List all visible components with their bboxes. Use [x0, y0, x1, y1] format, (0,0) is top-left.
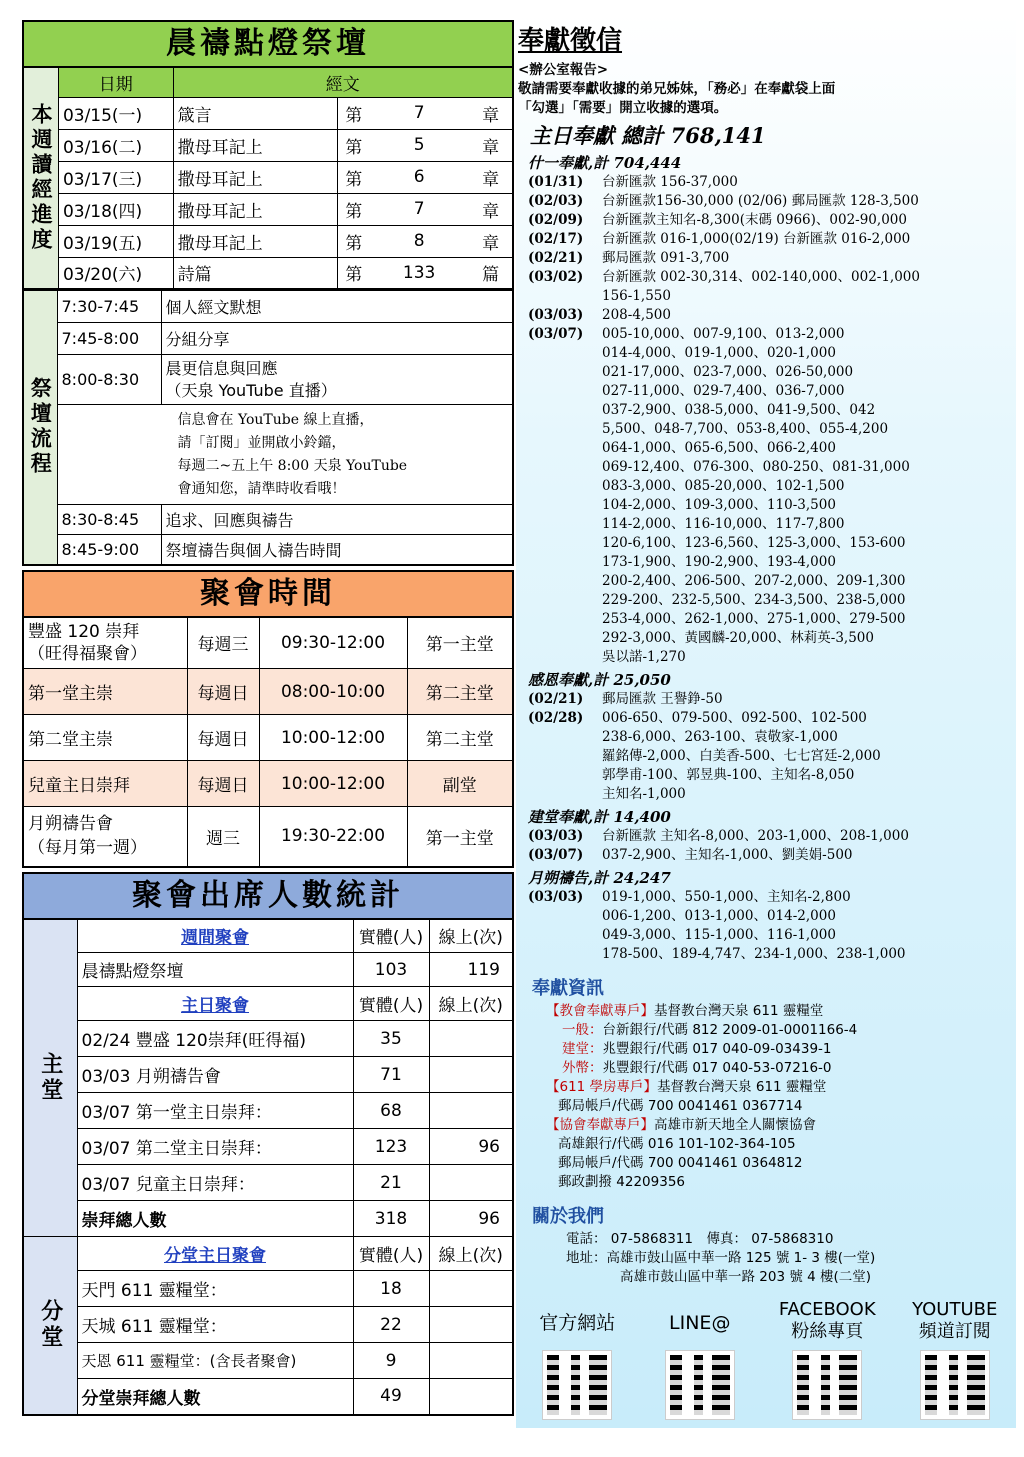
main-total-phys: 318 — [353, 1201, 429, 1237]
reading-post: 篇 — [469, 257, 513, 289]
meeting-row — [23, 669, 513, 715]
meeting-day: 每週日 — [187, 715, 259, 761]
entry-date: (02/28) — [528, 710, 584, 726]
entry-date: (03/03) — [528, 828, 584, 844]
altar-title: 晨禱點燈祭壇 — [22, 20, 514, 66]
qr-code-icon — [666, 1351, 734, 1419]
meeting-time: 10:00-12:00 — [259, 715, 407, 761]
about-head: 關於我們 — [532, 1206, 604, 1227]
info-line — [546, 1154, 1016, 1173]
att-phys: 21 — [353, 1165, 429, 1201]
info-text: 郵政劃撥 42209356 — [558, 1174, 686, 1190]
meeting-time: 08:00-10:00 — [259, 669, 407, 715]
meeting-name: 兒童主日崇拜 — [23, 761, 187, 807]
reading-num: 133 — [369, 257, 469, 289]
info-line — [546, 1078, 1016, 1097]
reading-book: 詩篇 — [173, 257, 338, 289]
info-line — [546, 1021, 1016, 1040]
flow-item: 追求、回應與禱告 — [161, 505, 513, 535]
offering-info-head: 奉獻資訊 — [532, 978, 604, 999]
flow-row — [23, 505, 513, 535]
reading-book: 撒母耳記上 — [173, 161, 338, 193]
reading-post: 章 — [469, 161, 513, 193]
main-hall-label: 主堂 — [23, 919, 77, 1237]
meeting-place: 副堂 — [407, 761, 513, 807]
head-text: 經文 — [173, 67, 513, 97]
reading-book: 撒母耳記上 — [173, 129, 338, 161]
info-text: 高雄市新天地全人關懷協會 — [654, 1117, 816, 1133]
reading-post: 章 — [469, 193, 513, 225]
entry-date: (02/21) — [528, 250, 584, 266]
reading-row — [23, 225, 513, 257]
reading-table — [22, 66, 514, 290]
sunday-head[interactable]: 主日聚會 — [77, 987, 353, 1021]
thanks-head: 感恩奉獻,計 25,050 — [528, 671, 671, 689]
branch-label: 分堂 — [23, 1237, 77, 1415]
offering-title: 奉獻徵信 — [518, 26, 623, 56]
reading-pre: 第 — [338, 257, 369, 289]
flow-item: 分組分享 — [161, 323, 513, 355]
meeting-name: 月朔禱告會 （每月第一週） — [23, 807, 187, 867]
info-line — [546, 1059, 1016, 1078]
entry-date: (02/09) — [528, 212, 584, 228]
build-head: 建堂奉獻,計 14,400 — [528, 808, 671, 826]
info-red: 【611 學房專戶】 — [546, 1079, 658, 1095]
reading-date: 03/15(一) — [58, 97, 173, 129]
left-column — [22, 20, 514, 1416]
entry-text: 019-1,000、550-1,000、主知名-2,800 006-1,200、013-1,000、014-2,000 049-3,000、115-1,000、116-1,000 178-500、189-4,747、234-1,000、238-1,000 — [602, 889, 906, 962]
meeting-day: 每週三 — [187, 617, 259, 669]
reading-row — [23, 193, 513, 225]
meeting-place: 第二主堂 — [407, 715, 513, 761]
flow-row — [23, 323, 513, 355]
phone-line: 電話： 07-5868311 傳真： 07-5868310 — [566, 1231, 834, 1247]
attendance-row — [23, 1165, 513, 1201]
att-name: 03/07 第一堂主日崇拜： — [77, 1093, 353, 1129]
receipt-notice: 敬請需要奉獻收據的弟兄姊妹，「務必」在奉獻袋上面 「勾選」「需要」開立收據的選項。 — [518, 81, 836, 116]
info-line — [546, 1173, 1016, 1192]
info-red: 建堂： — [562, 1041, 603, 1057]
info-text: 台新銀行/代碼 812 2009-01-0001166-4 — [602, 1022, 858, 1038]
att-online: 119 — [429, 953, 513, 987]
main-total-label: 崇拜總人數 — [77, 1201, 353, 1237]
flow-item: 晨更信息與回應 （天泉 YouTube 直播） — [161, 355, 513, 405]
info-text: 基督教台灣天泉 611 靈糧堂 — [657, 1079, 827, 1095]
qr-facebook[interactable] — [767, 1297, 887, 1423]
thanks-entry — [528, 709, 1016, 804]
att-name: 天城 611 靈糧堂： — [77, 1307, 353, 1343]
reading-num: 7 — [369, 193, 469, 225]
qr-website[interactable] — [522, 1297, 632, 1423]
info-line — [546, 1135, 1016, 1154]
entry-text: 郵局匯款 091-3,700 — [602, 250, 730, 266]
att-name: 天恩 611 靈糧堂：(含長者聚會) — [77, 1343, 353, 1379]
right-column — [516, 14, 1016, 1428]
meeting-row — [23, 617, 513, 669]
reading-date: 03/20(六) — [58, 257, 173, 289]
col-phys: 實體(人) — [353, 1237, 429, 1271]
flow-item: 個人經文默想 — [161, 291, 513, 323]
att-phys: 9 — [353, 1343, 429, 1379]
address-line-1: 地址：高雄市鼓山區中華一路 125 號 1- 3 樓(一堂) — [566, 1250, 876, 1266]
tithe-entry — [528, 192, 1016, 211]
reading-row — [23, 129, 513, 161]
att-phys: 103 — [353, 953, 429, 987]
info-red: 外幣： — [562, 1060, 603, 1076]
info-red: 【教會奉獻專戶】 — [546, 1003, 654, 1019]
info-text: 高雄銀行/代碼 016 101-102-364-105 — [558, 1136, 796, 1152]
main-total-online: 96 — [429, 1201, 513, 1237]
reading-pre: 第 — [338, 193, 369, 225]
reading-date: 03/18(四) — [58, 193, 173, 225]
address-line-2: 高雄市鼓山區中華一路 203 號 4 樓(二堂) — [620, 1269, 872, 1285]
entry-text: 台新匯款156-30,000 (02/06) 郵局匯款 128-3,500 — [602, 193, 919, 209]
flow-time: 7:45-8:00 — [57, 323, 161, 355]
att-online — [429, 1057, 513, 1093]
info-red: 一般： — [562, 1022, 603, 1038]
meeting-time: 10:00-12:00 — [259, 761, 407, 807]
col-online: 線上(次) — [429, 919, 513, 953]
entry-date: (03/07) — [528, 847, 584, 863]
meeting-name: 第一堂主崇 — [23, 669, 187, 715]
att-name: 03/07 兒童主日崇拜： — [77, 1165, 353, 1201]
info-text: 郵局帳戶/代碼 700 0041461 0364812 — [558, 1155, 803, 1171]
reading-book: 箴言 — [173, 97, 338, 129]
reading-pre: 第 — [338, 161, 369, 193]
entry-text: 台新匯款 002-30,314、002-140,000、002-1,000 156-1,550 — [602, 269, 920, 304]
thanks-entry — [528, 690, 1016, 709]
entry-text: 台新匯款主知名-8,300(末碼 0966)、002-90,000 — [602, 212, 907, 228]
attendance-row — [23, 1307, 513, 1343]
attendance-table — [22, 918, 514, 1416]
entry-text: 037-2,900、主知名-1,000、劉美娟-500 — [602, 847, 853, 863]
att-phys: 22 — [353, 1307, 429, 1343]
att-name: 03/07 第二堂主日崇拜： — [77, 1129, 353, 1165]
tithe-entry — [528, 268, 1016, 306]
reading-row — [23, 257, 513, 289]
entry-date: (02/21) — [528, 691, 584, 707]
entry-date: (03/03) — [528, 307, 584, 323]
flow-label: 祭壇流程 — [23, 291, 57, 565]
entry-text: 台新匯款 016-1,000(02/19) 台新匯款 016-2,000 — [602, 231, 911, 247]
reading-num: 8 — [369, 225, 469, 257]
att-phys: 68 — [353, 1093, 429, 1129]
reading-num: 6 — [369, 161, 469, 193]
flow-row — [23, 355, 513, 405]
col-phys: 實體(人) — [353, 987, 429, 1021]
branch-total-label: 分堂崇拜總人數 — [77, 1379, 353, 1415]
meeting-time: 09:30-12:00 — [259, 617, 407, 669]
attendance-row — [23, 1343, 513, 1379]
flow-item: 祭壇禱告與個人禱告時間 — [161, 535, 513, 565]
flow-table — [22, 290, 514, 566]
tithe-entry — [528, 173, 1016, 192]
tithe-entry — [528, 306, 1016, 325]
reading-post: 章 — [469, 225, 513, 257]
flow-time: 8:30-8:45 — [57, 505, 161, 535]
reading-row — [23, 161, 513, 193]
att-phys: 35 — [353, 1021, 429, 1057]
info-line — [546, 1116, 1016, 1135]
build-entry — [528, 827, 1016, 846]
meeting-row — [23, 761, 513, 807]
reading-num: 5 — [369, 129, 469, 161]
entry-text: 006-650、079-500、092-500、102-500 238-6,000、263-100、袁敬家-1,000 羅銘傳-2,000、白美香-500、七七宮廷-2,000 郭學甫-100、郭昱典-100、主知名-8,050 主知名-1,000 — [602, 710, 881, 802]
att-phys: 18 — [353, 1271, 429, 1307]
entry-text: 208-4,500 — [602, 307, 671, 323]
attendance-row — [23, 1093, 513, 1129]
attendance-title: 聚會出席人數統計 — [22, 872, 514, 918]
office-report: <辦公室報告> — [518, 62, 609, 78]
tithe-entry — [528, 249, 1016, 268]
attendance-row — [23, 1057, 513, 1093]
reading-num: 7 — [369, 97, 469, 129]
flow-time: 8:00-8:30 — [57, 355, 161, 405]
branch-total-phys: 49 — [353, 1379, 429, 1415]
head-date: 日期 — [58, 67, 173, 97]
attendance-row — [23, 953, 513, 987]
meeting-place: 第一主堂 — [407, 807, 513, 867]
qr-label: FACEBOOK 粉絲專頁 — [778, 1299, 876, 1342]
reading-row — [23, 97, 513, 129]
attendance-row — [23, 1129, 513, 1165]
info-text: 兆豐銀行/代碼 017 040-53-07216-0 — [602, 1060, 832, 1076]
att-name: 02/24 豐盛 120崇拜(旺得福) — [77, 1021, 353, 1057]
entry-date: (01/31) — [528, 174, 584, 190]
qr-label: LINE@ — [669, 1312, 731, 1334]
entry-date: (03/02) — [528, 269, 584, 285]
col-online: 線上(次) — [429, 987, 513, 1021]
meeting-row — [23, 715, 513, 761]
info-line — [546, 1040, 1016, 1059]
sunday-total: 主日奉獻 總計 768,141 — [530, 123, 766, 148]
reading-book: 撒母耳記上 — [173, 225, 338, 257]
attendance-row — [23, 1271, 513, 1307]
info-text: 基督教台灣天泉 611 靈糧堂 — [654, 1003, 824, 1019]
reading-label: 本週讀經進度 — [23, 67, 58, 289]
weekly-head[interactable]: 週間聚會 — [77, 919, 353, 953]
qr-youtube[interactable] — [900, 1297, 1010, 1423]
info-line — [546, 1002, 1016, 1021]
reading-pre: 第 — [338, 97, 369, 129]
prayer-entry — [528, 888, 1016, 964]
entry-date: (03/07) — [528, 326, 584, 342]
entry-date: (03/03) — [528, 889, 584, 905]
prayer-head: 月朔禱告,計 24,247 — [528, 869, 671, 887]
entry-text: 台新匯款 156-37,000 — [602, 174, 738, 190]
meetings-table — [22, 616, 514, 868]
att-online — [429, 1021, 513, 1057]
qr-row — [516, 1297, 1016, 1423]
tithe-entry — [528, 325, 1016, 667]
att-phys: 71 — [353, 1057, 429, 1093]
reading-date: 03/17(三) — [58, 161, 173, 193]
tithe-entry — [528, 211, 1016, 230]
reading-book: 撒母耳記上 — [173, 193, 338, 225]
offering-info — [516, 1002, 1016, 1192]
flow-row — [23, 291, 513, 323]
meeting-name: 第二堂主崇 — [23, 715, 187, 761]
flow-time: 7:30-7:45 — [57, 291, 161, 323]
meeting-place: 第二主堂 — [407, 669, 513, 715]
qr-code-icon — [543, 1351, 611, 1419]
meeting-row — [23, 807, 513, 867]
att-online — [429, 1093, 513, 1129]
att-online: 96 — [429, 1129, 513, 1165]
att-online — [429, 1165, 513, 1201]
entry-date: (02/17) — [528, 231, 584, 247]
youtube-notice: 信息會在 YouTube 線上直播， 請「訂閱」並開啟小鈴鐺， 每週二~五上午 8:00 天泉 YouTube 會通知您，請準時收看哦！ — [57, 405, 513, 505]
tithe-entry — [528, 230, 1016, 249]
branch-total-row — [23, 1379, 513, 1415]
att-name: 天門 611 靈糧堂： — [77, 1271, 353, 1307]
info-text: 兆豐銀行/代碼 017 040-09-03439-1 — [602, 1041, 832, 1057]
attendance-row — [23, 1021, 513, 1057]
meeting-day: 每週日 — [187, 669, 259, 715]
info-text: 郵局帳戶/代碼 700 0041461 0367714 — [558, 1098, 803, 1114]
entry-text: 台新匯款 主知名-8,000、203-1,000、208-1,000 — [602, 828, 909, 844]
entry-date: (02/03) — [528, 193, 584, 209]
tithe-list — [528, 173, 1016, 667]
qr-label: YOUTUBE 頻道訂閱 — [912, 1299, 998, 1342]
col-online: 線上(次) — [429, 1237, 513, 1271]
meetings-title: 聚會時間 — [22, 570, 514, 616]
col-phys: 實體(人) — [353, 919, 429, 953]
info-red: 【協會奉獻專戶】 — [546, 1117, 654, 1133]
main-total-row — [23, 1201, 513, 1237]
reading-pre: 第 — [338, 129, 369, 161]
info-line — [546, 1097, 1016, 1116]
reading-pre: 第 — [338, 225, 369, 257]
qr-line[interactable] — [645, 1297, 755, 1423]
att-name: 03/03 月朔禱告會 — [77, 1057, 353, 1093]
flow-time: 8:45-9:00 — [57, 535, 161, 565]
tithe-head: 什一奉獻,計 704,444 — [528, 154, 682, 172]
reading-date: 03/16(二) — [58, 129, 173, 161]
meeting-day: 週三 — [187, 807, 259, 867]
meeting-day: 每週日 — [187, 761, 259, 807]
qr-label: 官方網站 — [539, 1312, 616, 1334]
att-name: 晨禱點燈祭壇 — [77, 953, 353, 987]
qr-code-icon — [793, 1351, 861, 1419]
reading-date: 03/19(五) — [58, 225, 173, 257]
meeting-time: 19:30-22:00 — [259, 807, 407, 867]
branch-head[interactable]: 分堂主日聚會 — [77, 1237, 353, 1271]
flow-row — [23, 535, 513, 565]
entry-text: 005-10,000、007-9,100、013-2,000 014-4,000、019-1,000、020-1,000 021-17,000、023-7,000、026-50,000 027-11,000、029-7,400、036-7,000 037-2,900、038-5,000、041-9,500、042 5,500、048-7,700、053-8,400、055-4,200 064-1,000、065-6,500、066-2,400 069-12,400、076-300、080-250、081-31,000 083-3,000、085-20,000、102-1,500 104-2,000、109-3,000、110-3,500 114-2,000、116-10,000、117-7,800 120-6,100、123-6,560、125-3,000、153-600 173-1,900、190-2,900、193-4,000 200-2,400、206-500、207-2,000、209-1,300 229-200、232-5,500、234-3,500、238-5,000 253-4,000、262-1,000、275-1,000、279-500 292-3,000、黃國麟-20,000、林莉英-3,500 吳以諾-1,270 — [602, 326, 910, 665]
qr-code-icon — [921, 1351, 989, 1419]
meeting-name: 豐盛 120 崇拜 （旺得福聚會） — [23, 617, 187, 669]
entry-text: 郵局匯款 王譽錚-50 — [602, 691, 723, 707]
build-entry — [528, 846, 1016, 865]
reading-post: 章 — [469, 129, 513, 161]
att-phys: 123 — [353, 1129, 429, 1165]
meeting-place: 第一主堂 — [407, 617, 513, 669]
reading-post: 章 — [469, 97, 513, 129]
